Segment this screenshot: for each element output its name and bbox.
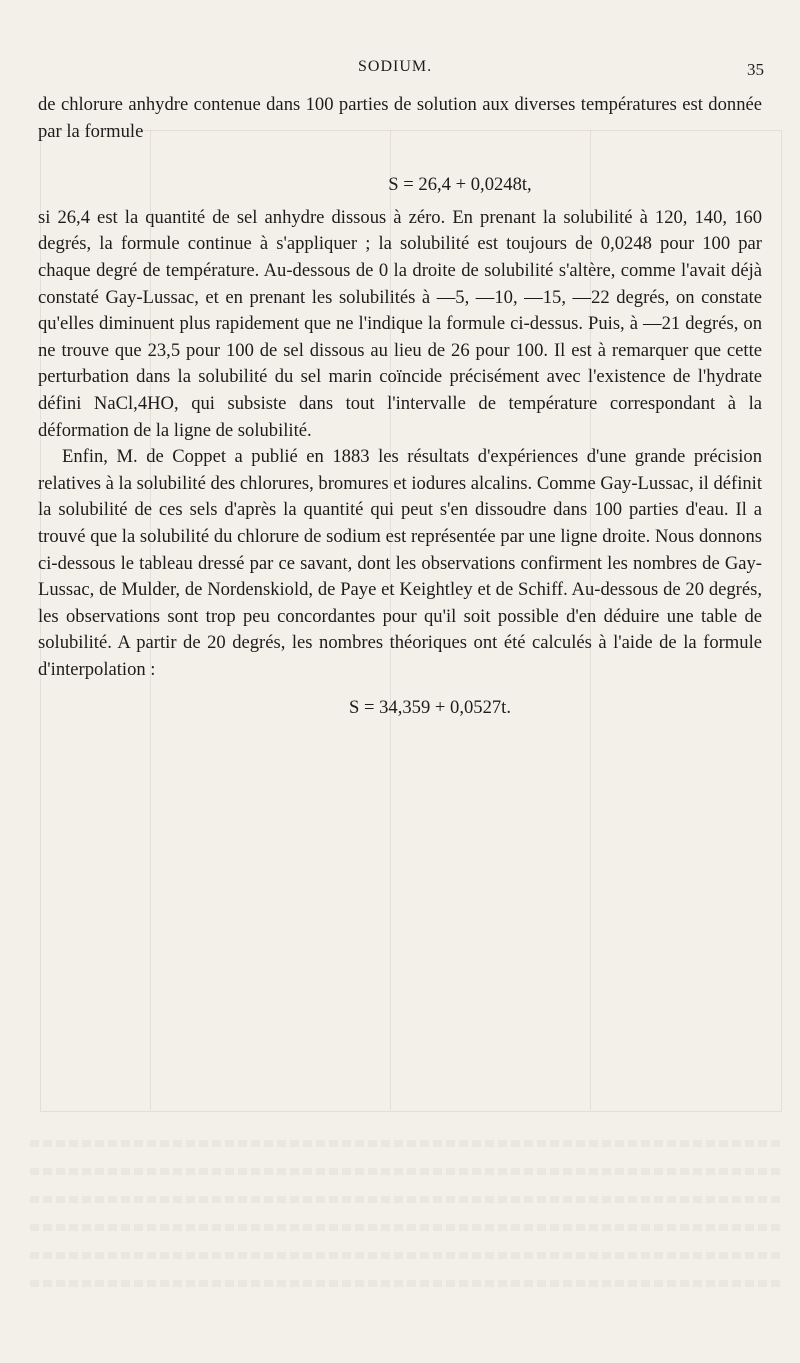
bleed-through-text [30, 1140, 780, 1147]
page-number: 35 [747, 60, 764, 79]
body-text [38, 92, 762, 722]
paragraph: Enfin, M. de Coppet a publié en 1883 les résultats d'expériences d'une grande précision relatives à la solubilité des chlorures, bromures et iodures alcalins. Comme Gay-Lussac, il définit la solubilité de ces sels d'après la quantité qui peut s'en dissoudre dans 100 parties d'eau. Il a trouvé que la solubilité du chlorure de sodium est représentée par une ligne droite. Nous donnons ci-dessous le tableau dressé par ce savant, dont les observations confirment les nombres de Gay-Lussac, de Mulder, de Nordenskiold, de Paye et Keightley et de Schiff. Au-dessous de 20 degrés, les observations sont trop peu concordantes pour qu'il soit possible d'en déduire une table de solubilité. A partir de 20 degrés, les nombres théoriques ont été calculés à l'aide de la formule d'interpolation : [38, 446, 762, 680]
running-header [0, 58, 800, 84]
paragraph-continued: de chlorure anhydre contenue dans 100 parties de solution aux diverses températures est donnée par la formule [38, 94, 762, 142]
bleed-through-text [30, 1196, 780, 1203]
bleed-through-text [30, 1224, 780, 1231]
formula-interpolation: S = 34,359 + 0,0527t. [349, 697, 511, 719]
bleed-through-text [30, 1252, 780, 1259]
bleed-through-text [30, 1168, 780, 1175]
formula-solubility-gay-lussac: S = 26,4 + 0,0248t, [388, 174, 532, 196]
bleed-through-text [30, 1280, 780, 1287]
paragraph: si 26,4 est la quantité de sel anhydre dissous à zéro. En prenant la solubilité à 120, 140, 160 degrés, la formule continue à s'appliquer ; la solubilité est toujours de 0,0248 pour 100 par chaque degré de température. Au-dessous de 0 la droite de solubilité s'altère, comme l'avait déjà constaté Gay-Lussac, et en prenant les solubilités à —5, —10, —15, —22 degrés, on constate qu'elles diminuent plus rapidement que ne l'indique la formule ci-dessus. Puis, à —21 degrés, on ne trouve que 23,5 pour 100 de sel dissous au lieu de 26 pour 100. Il est à remarquer que cette perturbation dans la solubilité du sel marin coïncide précisément avec l'existence de l'hydrate défini NaCl,4HO, qui subsiste dans tout l'intervalle de température correspondant à la déformation de la ligne de solubilité. [38, 206, 762, 441]
running-title: SODIUM. [358, 58, 433, 75]
